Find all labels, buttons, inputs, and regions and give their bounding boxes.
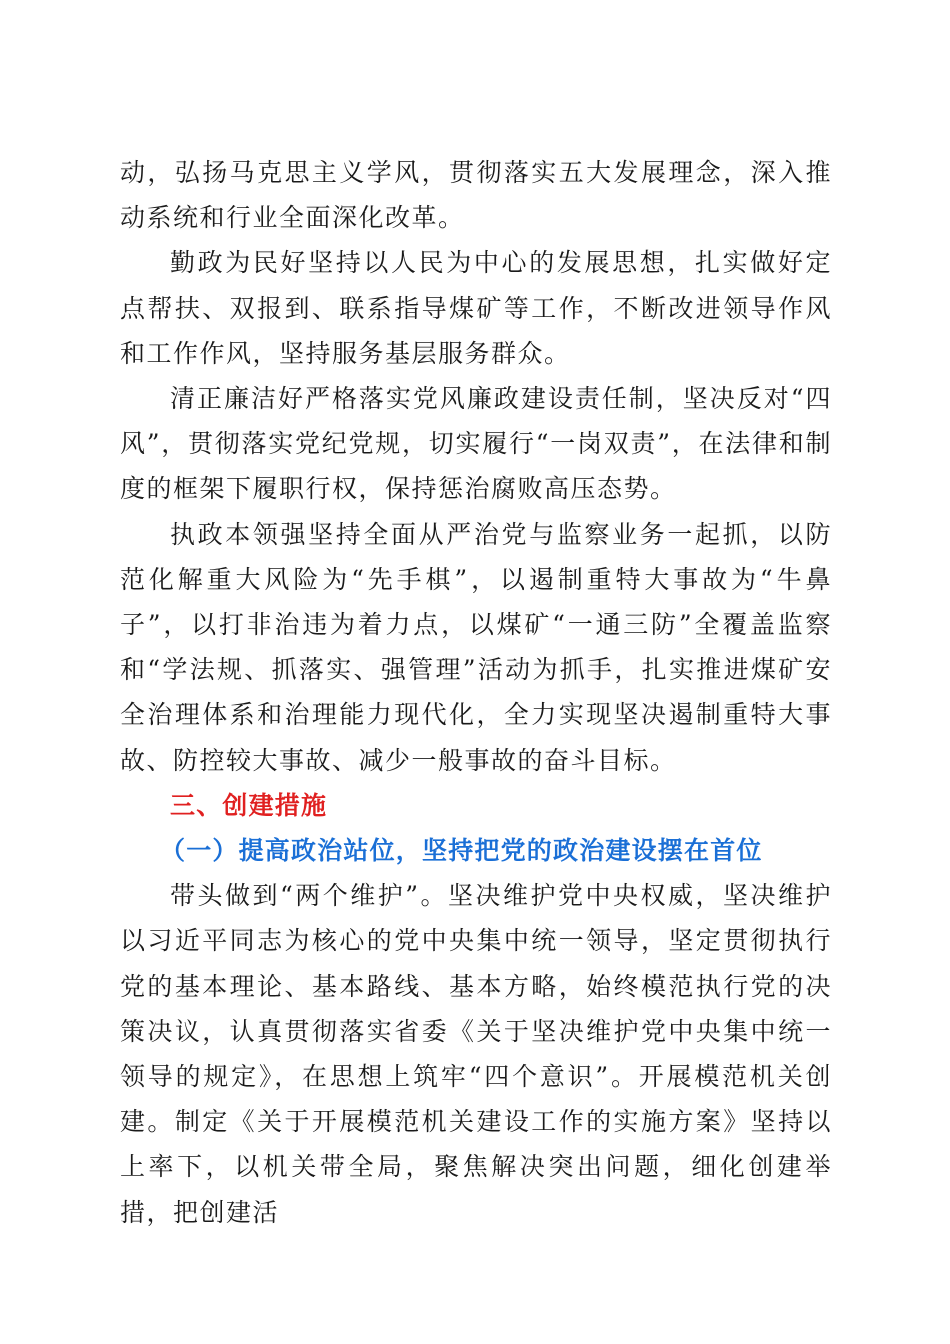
subsection-heading: （一）提高政治站位，坚持把党的政治建设摆在首位 — [160, 836, 763, 866]
paragraph-continued: 动，弘扬马克思主义学风，贯彻落实五大发展理念，深入推动系统和行业全面深化改革。 — [120, 158, 832, 233]
paragraph-two-safeguards: 带头做到“两个维护”。坚决维护党中央权威，坚决维护以习近平同志为核心的党中央集中统一领导，坚定贯彻执行党的基本理论、基本路线、基本方略，始终模范执行党的决策决议，认真贯彻落实省委《关于坚决维护党中央集中统一领导的规定》，在思想上筑牢“四个意识”。开展模范机关创建。制定《关于开展模范机关建设工作的实施方案》坚持以上率下，以机关带全局，聚焦解决突出问题，细化创建举措，把创建活 — [120, 881, 832, 1227]
paragraph-integrity: 清正廉洁好严格落实党风廉政建设责任制，坚决反对“四风”，贯彻落实党纪党规，切实履行“一岗双责”，在法律和制度的框架下履职行权，保持惩治腐败高压态势。 — [120, 384, 832, 504]
section-heading: 三、创建措施 — [170, 790, 328, 820]
paragraph-diligent-governance: 勤政为民好坚持以人民为中心的发展思想，扎实做好定点帮扶、双报到、联系指导煤矿等工作，不断改进领导作风和工作作风，坚持服务基层服务群众。 — [120, 248, 832, 368]
paragraph-governing-ability: 执政本领强坚持全面从严治党与监察业务一起抓，以防范化解重大风险为“先手棋”，以遏制重特大事故为“牛鼻子”，以打非治违为着力点，以煤矿“一通三防”全覆盖监察和“学法规、抓落实、强管理”活动为抓手，扎实推进煤矿安全治理体系和治理能力现代化，全力实现坚决遏制重特大事故、防控较大事故、减少一般事故的奋斗目标。 — [120, 519, 832, 775]
document-page — [120, 150, 832, 1235]
